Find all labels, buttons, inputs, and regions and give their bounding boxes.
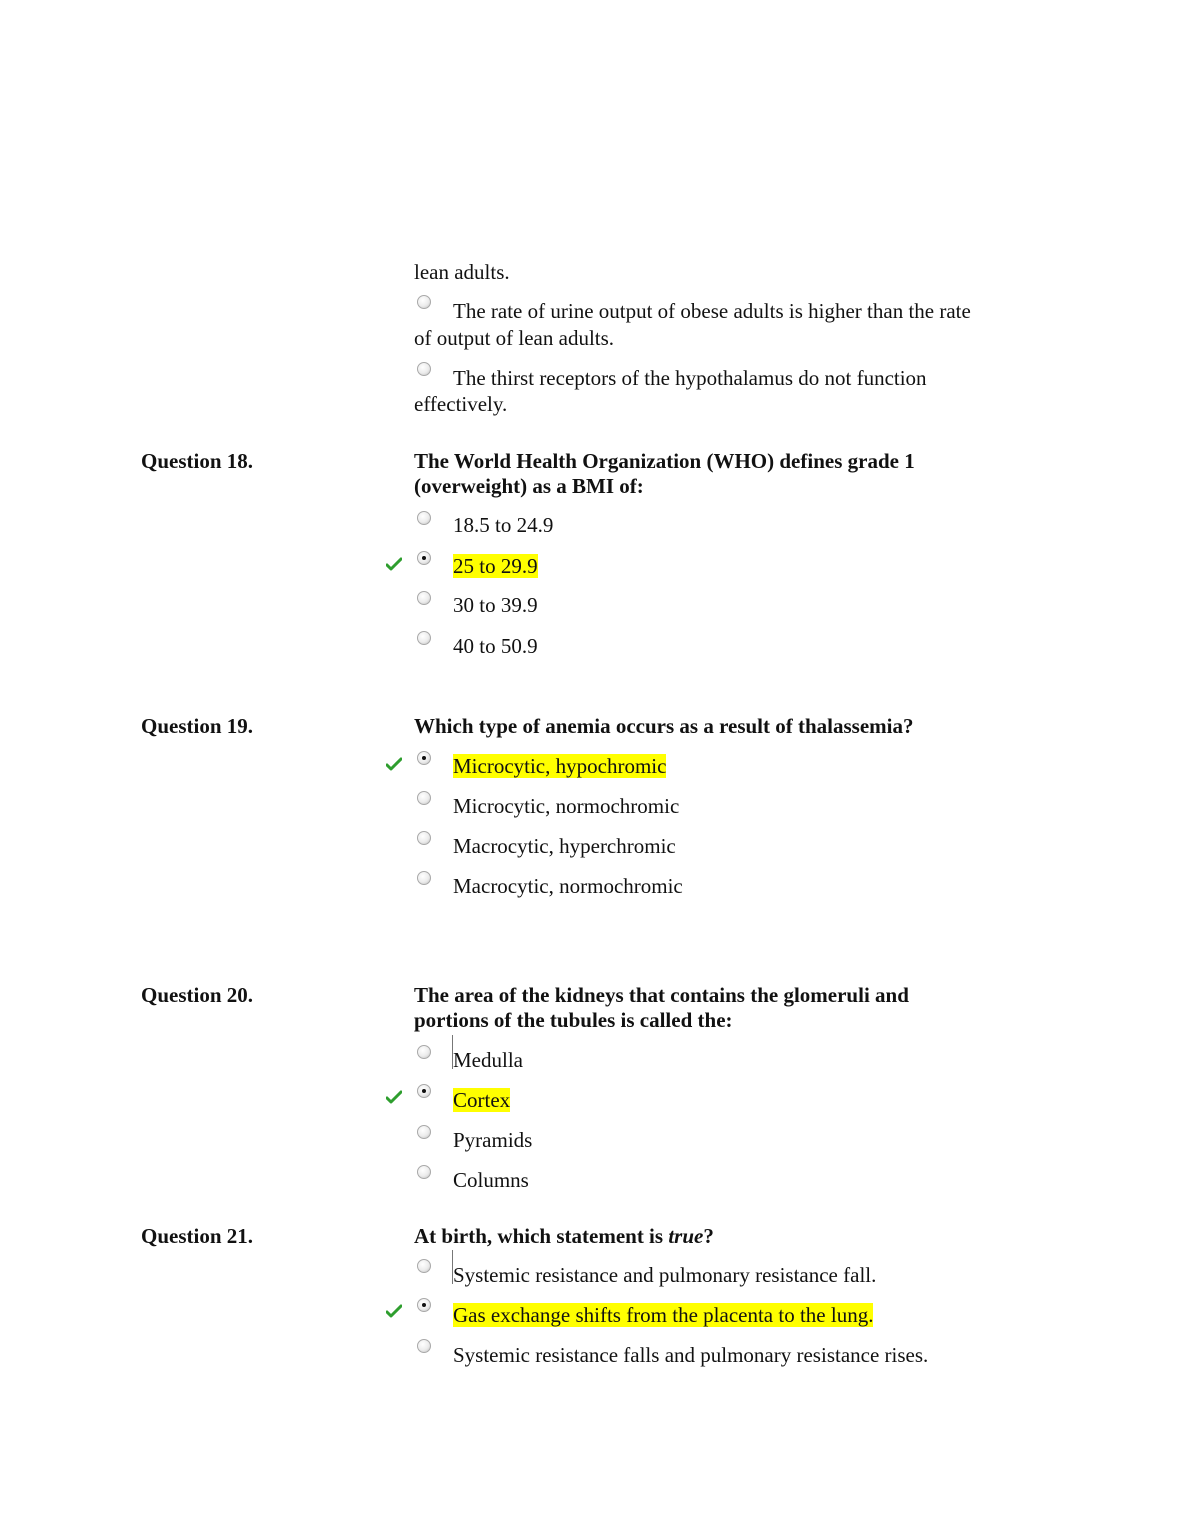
answer-option: Macrocytic, normochromic [453,874,683,898]
answer-option: Systemic resistance falls and pulmonary resistance rises. [453,1343,929,1367]
radio-button[interactable] [417,831,431,845]
question-stem [414,983,1014,1033]
answer-option-continuation: of output of lean adults. [414,326,615,350]
answer-option-selected [453,553,538,579]
radio-button[interactable] [417,1165,431,1179]
answer-option: The thirst receptors of the hypothalamus do not function [453,366,927,390]
radio-button-selected[interactable] [417,1084,431,1098]
question-stem [414,449,1014,499]
question-stem-line: portions of the tubules is called the: [414,1008,733,1032]
radio-button[interactable] [417,1045,431,1059]
question-stem-text: At birth, which statement is [414,1224,669,1248]
question-stem [414,1224,1014,1249]
highlighted-answer: Microcytic, hypochromic [453,754,667,778]
radio-button[interactable] [417,871,431,885]
radio-button[interactable] [417,1125,431,1139]
answer-option: 30 to 39.9 [453,593,538,617]
answer-option-selected [453,1302,873,1328]
correct-check-icon [386,1090,402,1104]
radio-button[interactable] [417,631,431,645]
answer-option: 40 to 50.9 [453,634,538,658]
question-stem-line: Which type of anemia occurs as a result of thalassemia? [414,714,914,738]
question-label: Question 21. [141,1224,254,1248]
radio-button[interactable] [417,591,431,605]
answer-option-selected [453,753,666,779]
carryover-tail: lean adults. [414,260,510,284]
correct-check-icon [386,1304,402,1318]
radio-button[interactable] [417,362,431,376]
answer-option-continuation: effectively. [414,392,508,416]
answer-option: Columns [453,1168,529,1192]
radio-button[interactable] [417,791,431,805]
highlighted-answer: Gas exchange shifts from the placenta to the lung. [453,1303,874,1327]
radio-button[interactable] [417,1259,431,1273]
question-label: Question 19. [141,714,254,738]
question-stem-punct: ? [703,1224,714,1248]
radio-button-selected[interactable] [417,551,431,565]
answer-option: Systemic resistance and pulmonary resistance fall. [453,1263,877,1287]
radio-button[interactable] [417,295,431,309]
radio-button-selected[interactable] [417,751,431,765]
highlighted-answer: Cortex [453,1088,511,1112]
highlighted-answer: 25 to 29.9 [453,554,538,578]
answer-option: Pyramids [453,1128,533,1152]
radio-button-selected[interactable] [417,1298,431,1312]
answer-option: 18.5 to 24.9 [453,513,554,537]
question-stem-line: (overweight) as a BMI of: [414,474,644,498]
correct-check-icon [386,757,402,771]
question-label: Question 18. [141,449,254,473]
answer-option: The rate of urine output of obese adults is higher than the rate [453,299,971,323]
answer-option: Medulla [453,1048,523,1072]
answer-option: Microcytic, normochromic [453,794,680,818]
answer-option: Macrocytic, hyperchromic [453,834,676,858]
question-stem [414,714,1014,739]
question-stem-emphasis: true [668,1224,704,1248]
correct-check-icon [386,557,402,571]
question-label: Question 20. [141,983,254,1007]
radio-button[interactable] [417,1339,431,1353]
question-stem-line: The World Health Organization (WHO) defines grade 1 [414,449,915,473]
answer-option-selected [453,1087,510,1113]
question-stem-line: The area of the kidneys that contains the glomeruli and [414,983,909,1007]
radio-button[interactable] [417,511,431,525]
